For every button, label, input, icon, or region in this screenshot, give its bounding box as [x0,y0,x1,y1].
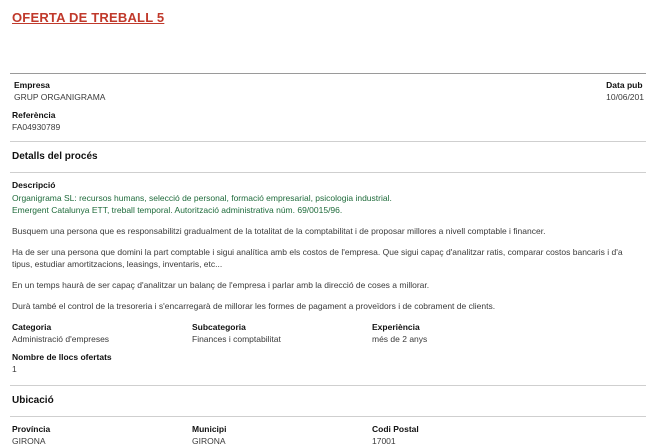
description-paragraph [12,246,646,270]
company-block [12,80,105,103]
province-block [12,424,192,447]
process-divider-wrap [10,141,646,142]
positions-value: 1 [12,364,17,374]
description-paragraph-line: tipus, estudiar amortitzacions, leasings, inventaris, etc... [12,259,223,269]
location-section-title: Ubicació [12,395,54,406]
municipality-block [192,424,372,447]
postal-code-block [372,424,572,447]
publish-date-block [606,80,644,103]
location-attributes-row [10,424,646,447]
description-block [10,180,646,312]
category-label: Categoria [12,322,52,332]
province-label: Província [12,424,51,434]
experience-label: Experiència [372,322,420,332]
postal-code-value: 17001 [372,436,396,446]
subcategory-value: Finances i comptabilitat [192,334,281,344]
reference-label: Referència [12,110,56,120]
description-paragraph-line: Ha de ser una persona que domini la part comptable i sigui analítica amb els costos de l'empresa. Que sigui capaç d'analitzar ratis, comparar costos bancaris i d'a [12,247,623,257]
description-green-line: Emergent Catalunya ETT, treball temporal. Autorització administrativa núm. 69/0015/96. [12,204,343,215]
experience-value: més de 2 anys [372,334,428,344]
experience-block [372,322,572,345]
description-paragraph: Busquem una persona que es responsabilitzi gradualment de la totalitat de la comptabilitat i de proposar millores a nivell comptable i financer. [12,226,546,236]
category-block [12,322,192,345]
process-section-title: Detalls del procés [12,151,98,162]
location-fields-divider [10,416,646,417]
header-info-row [10,74,646,103]
subcategory-label: Subcategoria [192,322,246,332]
municipality-value: GIRONA [192,436,226,446]
description-label: Descripció [12,180,56,190]
reference-value: FA04930789 [12,122,61,132]
postal-code-label: Codi Postal [372,424,419,434]
page-title: OFERTA DE TREBALL 5 [12,10,165,25]
publish-date-label: Data pub [606,80,643,90]
location-divider-wrap [10,385,646,386]
subcategory-block [192,322,372,345]
positions-label: Nombre de llocs ofertats [12,352,112,362]
description-divider-wrap [10,172,646,173]
description-green-lines [12,193,646,216]
municipality-label: Municipi [192,424,227,434]
description-divider [10,172,646,173]
title-spacer [10,25,646,73]
description-paragraph: Durà també el control de la tresoreria i s'encarregarà de millorar les formes de pagament a proveïdors i de cobrament de clients. [12,301,496,311]
province-value: GIRONA [12,436,46,446]
publish-date-value: 10/06/201 [606,92,644,102]
category-value: Administració d'empreses [12,334,110,344]
location-divider [10,385,646,386]
location-fields-divider-wrap [10,416,646,417]
description-green-line: Organigrama SL: recursos humans, selecció de personal, formació empresarial, psicologia industrial. [12,193,392,203]
process-attributes-row [10,322,646,345]
positions-block [10,352,646,375]
process-divider [10,141,646,142]
reference-block [10,110,646,133]
description-paragraph: En un temps haurà de ser capaç d'analitzar un balanç de l'empresa i parlar amb la direcció de coses a millorar. [12,280,430,290]
company-value: GRUP ORGANIGRAMA [14,92,106,102]
company-label: Empresa [14,80,50,90]
